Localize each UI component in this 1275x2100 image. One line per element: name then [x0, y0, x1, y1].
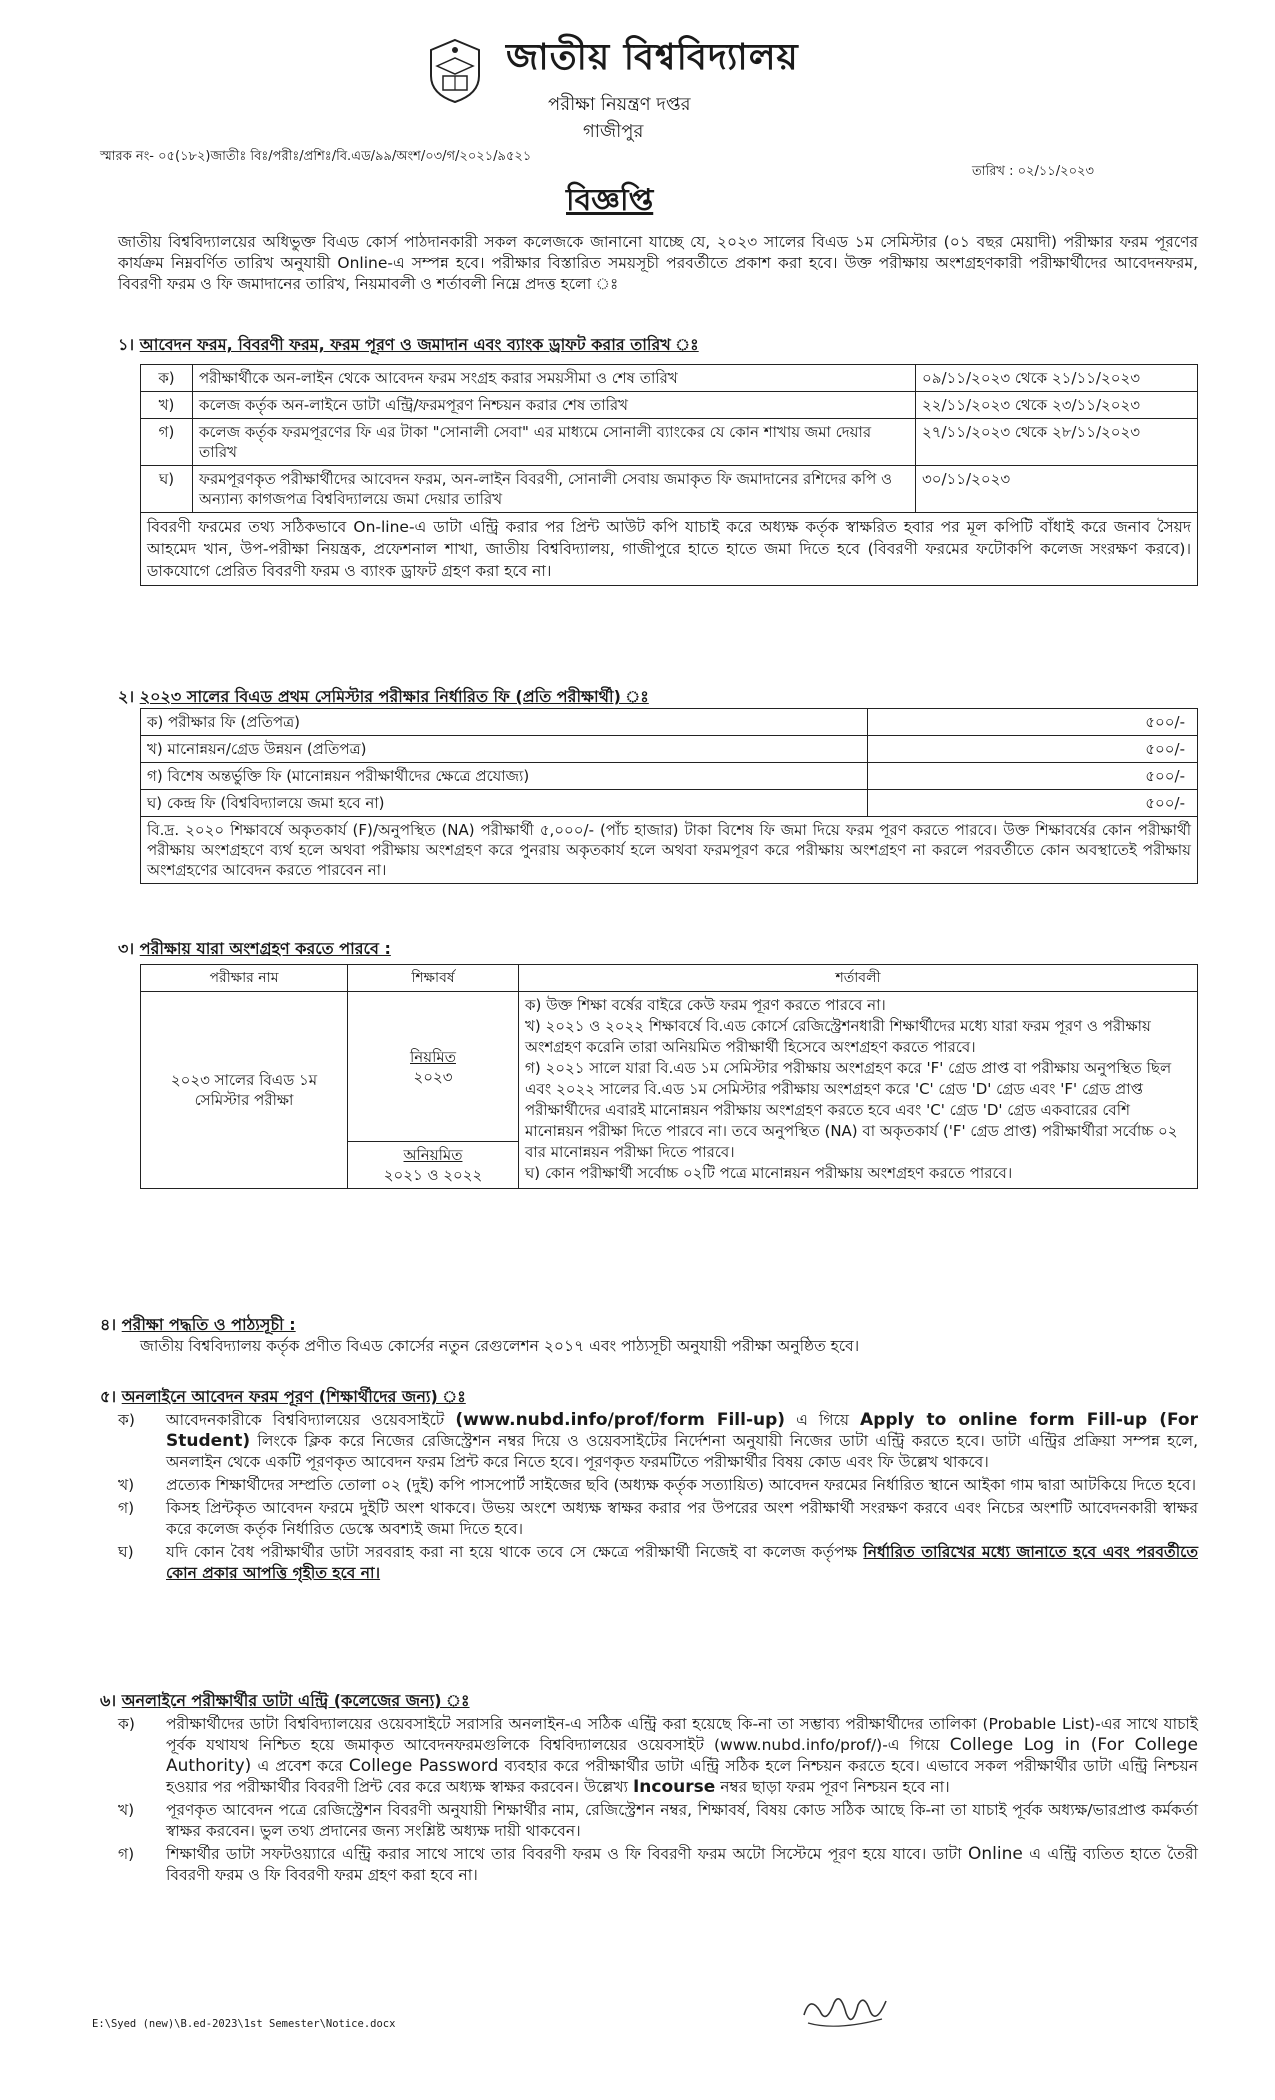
- section-5-title: অনলাইনে আবেদন ফরম পূরণ (শিক্ষার্থীদের জন্য) ঃ: [121, 1387, 466, 1406]
- table-row: [141, 992, 1198, 1142]
- online-label: Online: [967, 1844, 1023, 1864]
- irregular-session: [348, 1142, 519, 1189]
- table-row: [141, 513, 1198, 586]
- list-item: [118, 1498, 1198, 1540]
- condition-item: খ) ২০২১ ও ২০২২ শিক্ষাবর্ষে বি.এড কোর্সে রেজিস্ট্রেশনধারী শিক্ষার্থীদের মধ্যে যারা ফরম পূরণ ও পরীক্ষায় অংশগ্রহণ করেনি তারা অনিয়মিত পরীক্ষার্থী হিসেবে অংশগ্রহণ করতে পারবে।: [525, 1017, 1151, 1056]
- irregular-year: ২০২১ ও ২০২২: [383, 1166, 483, 1184]
- section-2-title: ২০২৩ সালের বিএড প্রথম সেমিস্টার পরীক্ষার নির্ধারিত ফি (প্রতি পরীক্ষার্থী) ঃ: [139, 687, 649, 706]
- section-4-heading: [100, 1312, 296, 1339]
- col-exam-name: পরীক্ষার নাম: [141, 965, 348, 992]
- section-5-heading: [100, 1384, 466, 1411]
- list-item: [118, 1844, 1198, 1886]
- table-row: [141, 365, 1198, 392]
- table-row: [141, 392, 1198, 419]
- section-4-number: ৪।: [100, 1315, 117, 1334]
- item-key: গ): [118, 1845, 135, 1863]
- row-key: খ): [141, 392, 193, 419]
- schedule-note: বিবরণী ফরমের তথ্য সঠিকভাবে On-line-এ ডাটা এন্ট্রি করার পর প্রিন্ট আউট কপি যাচাই করে অধ্যক্ষ কর্তৃক স্বাক্ষরিত হবার পর মূল কপিটি বাঁধাই করে জনাব সৈয়দ আহমেদ খান, উপ-পরীক্ষা নিয়ন্ত্রক, প্রফেশনাল শাখা, জাতীয় বিশ্ববিদ্যালয়, গাজীপুরে হাতে হাতে জমা দিতে হবে (বিবরণী ফরমের ফটোকপি কলেজ সংরক্ষণ করবে)। ডাকযোগে প্রেরিত বিবরণী ফরম ও ব্যাংক ড্রাফট গ্রহণ করা হবে না।: [141, 513, 1198, 586]
- table-row: [141, 817, 1198, 884]
- item-text: নম্বর ছাড়া ফরম পূরণ নিশ্চয়ন হবে না।: [720, 1778, 950, 1796]
- row-key: গ): [141, 419, 193, 466]
- fee-amount: ৫০০/-: [868, 709, 1198, 736]
- row-text: পরীক্ষার্থীকে অন-লাইন থেকে আবেদন ফরম সংগ্রহ করার সময়সীমা ও শেষ তারিখ: [193, 365, 916, 392]
- student-link-name: Apply to online form Fill-up (For Student): [166, 1410, 1198, 1451]
- section-3-title: পরীক্ষায় যারা অংশগ্রহণ করতে পারবে :: [139, 939, 391, 958]
- row-date: ২৭/১১/২০২৩ থেকে ২৮/১১/২০২৩: [916, 419, 1198, 466]
- condition-item: গ) ২০২১ সালে যারা বি.এড ১ম সেমিস্টার পরীক্ষায় অংশগ্রহণ করে 'F' গ্রেড প্রাপ্ত বা পরীক্ষায় অনুপস্থিত ছিল এবং ২০২২ সালের বি.এড ১ম সেমিস্টার পরীক্ষায় অংশগ্রহণ করে 'C' গ্রেড 'D' গ্রেড এবং 'F' গ্রেড প্রাপ্ত পরীক্ষার্থীদের এবারই মানোন্নয়ন পরীক্ষায় অংশগ্রহণ করতে হবে এবং 'C' গ্রেড 'D' গ্রেড একবারের বেশি মানোন্নয়ন পরীক্ষা দিতে পারবে না। তবে অনুপস্থিত (NA) বা অকৃতকার্য ('F' গ্রেড প্রাপ্ত) পরীক্ষার্থীরা সর্বোচ্চ ০২ বার মানোন্নয়ন পরীক্ষা দিতে পারবে।: [525, 1059, 1178, 1161]
- section-6-title: অনলাইনে পরীক্ষার্থীর ডাটা এন্ট্রি (কলেজের জন্য) ঃ: [121, 1691, 470, 1710]
- item-key: খ): [118, 1476, 135, 1494]
- fee-amount: ৫০০/-: [868, 763, 1198, 790]
- item-key: খ): [118, 1801, 135, 1819]
- intro-paragraph: জাতীয় বিশ্ববিদ্যালয়ের অধিভুক্ত বিএড কোর্স পাঠদানকারী সকল কলেজকে জানানো যাচ্ছে যে, ২০২৩ সালের বিএড ১ম সেমিস্টার (০১ বছর মেয়াদী) পরীক্ষার ফরম পূরণের কার্যক্রম নিম্নবর্ণিত তারিখ অনুযায়ী Online-এ সম্পন্ন হবে। পরীক্ষার বিস্তারিত সময়সূচী পরবর্তীতে প্রকাশ করা হবে। উক্ত পরীক্ষায় অংশগ্রহণকারী পরীক্ষার্থীদের আবেদনফরম, বিবরণী ফরম ও ফি জমাদানের তারিখ, নিয়মাবলী ও শর্তাবলী নিম্নে প্রদত্ত হলো ঃ: [118, 233, 1198, 293]
- conditions-cell: [519, 992, 1198, 1189]
- fee-label: ক) পরীক্ষার ফি (প্রতিপত্র): [141, 709, 868, 736]
- fee-label: খ) মানোন্নয়ন/গ্রেড উন্নয়ন (প্রতিপত্র): [141, 736, 868, 763]
- item-key: ক): [118, 1715, 135, 1733]
- section-5-list: [118, 1410, 1198, 1586]
- condition-item: ঘ) কোন পরীক্ষার্থী সর্বোচ্চ ০২টি পত্রে মানোন্নয়ন পরীক্ষায় অংশগ্রহণ করতে পারবে।: [525, 1164, 1013, 1182]
- memo-number: স্মারক নং- ০৫(১৮২)জাতীঃ বিঃ/পরীঃ/প্রশিঃ/বি.এড/৯৯/অংশ/০৩/গ/২০২১/৯৫২১: [100, 149, 532, 164]
- section-2-number: ২।: [118, 687, 135, 706]
- list-item: [118, 1800, 1198, 1842]
- incourse-label: Incourse: [632, 1777, 716, 1797]
- list-item: [118, 1542, 1198, 1584]
- section-6-number: ৬।: [100, 1691, 117, 1710]
- item-text: এ এন্ট্রি ব্যতিত হাতে তৈরী বিবরণী ফরম ও ফি বিবরণী ফরম গ্রহণ করা হবে না।: [166, 1845, 1198, 1884]
- row-key: ঘ): [141, 466, 193, 513]
- section-3-heading: [118, 936, 391, 963]
- eligibility-table: [140, 964, 1198, 1189]
- city-name: গাজীপুর: [583, 121, 644, 142]
- table-row: [141, 419, 1198, 466]
- section-1-number: ১।: [118, 335, 135, 354]
- section-4-text: জাতীয় বিশ্ববিদ্যালয় কর্তৃক প্রণীত বিএড কোর্সের নতুন রেগুলেশন ২০১৭ এবং পাঠ্যসূচী অনুযায়ী পরীক্ষা অনুষ্ঠিত হবে।: [140, 1337, 860, 1355]
- fee-table: [140, 708, 1198, 884]
- section-1-heading: [118, 332, 699, 359]
- item-text: প্রত্যেক শিক্ষার্থীদের সম্প্রতি তোলা ০২ (দুই) কপি পাসপোর্ট সাইজের ছবি (অধ্যক্ষ কর্তৃক সত্যায়িত) আবেদন ফরমের নির্ধারিত স্থানে আইকা গাম দ্বারা আটকিয়ে দিতে হবে।: [166, 1476, 1197, 1494]
- row-date: ২২/১১/২০২৩ থেকে ২৩/১১/২০২৩: [916, 392, 1198, 419]
- row-text: কলেজ কর্তৃক অন-লাইনে ডাটা এন্ট্রি/ফরমপূরণ নিশ্চয়ন করার শেষ তারিখ: [193, 392, 916, 419]
- page-title: বিজ্ঞপ্তি: [566, 183, 654, 218]
- table-row: [141, 736, 1198, 763]
- col-session: শিক্ষাবর্ষ: [348, 965, 519, 992]
- university-name: জাতীয় বিশ্ববিদ্যালয়: [506, 36, 799, 78]
- schedule-table: [140, 364, 1198, 586]
- section-5-number: ৫।: [100, 1387, 117, 1406]
- row-date: ০৯/১১/২০২৩ থেকে ২১/১১/২০২৩: [916, 365, 1198, 392]
- item-text: ব্যবহার করে পরীক্ষার্থীর ডাটা এন্ট্রি সঠিক হলে নিশ্চয়ন করতে হবে। এভাবে সকল পরীক্ষার্থীর ডাটা এন্ট্রি নিশ্চয়ন হওয়ার পর পরীক্ষার্থীর বিবরণী প্রিন্ট বের করে অধ্যক্ষ স্বাক্ষর করবেন। উল্লেখ্য: [166, 1757, 1198, 1796]
- fee-note: বি.দ্র. ২০২০ শিক্ষাবর্ষে অকৃতকার্য (F)/অনুপস্থিত (NA) পরীক্ষার্থী ৫,০০০/- (পাঁচ হাজার) টাকা বিশেষ ফি জমা দিয়ে ফরম পূরণ করতে পারবে। উক্ত শিক্ষাবর্ষের কোন পরীক্ষার্থী পরীক্ষায় অংশগ্রহণে ব্যর্থ হলে অথবা পরীক্ষায় অংশগ্রহণ করে পুনরায় অকৃতকার্য হলে অথবা ফরমপূরণ করে পরীক্ষায় অংশগ্রহণ না করলে পরবর্তীতে কোন অবস্থাতেই পরীক্ষায় অংশগ্রহণের আবেদন করতে পারবেন না।: [141, 817, 1198, 884]
- section-6-list: [118, 1714, 1198, 1888]
- university-logo-icon: [425, 36, 485, 104]
- table-row: [141, 763, 1198, 790]
- table-row: [141, 466, 1198, 513]
- irregular-label: অনিয়মিত: [403, 1146, 463, 1164]
- fee-label: ঘ) কেন্দ্র ফি (বিশ্ববিদ্যালয়ে জমা হবে না): [141, 790, 868, 817]
- college-password-label: College Password: [348, 1756, 499, 1776]
- table-row: [141, 709, 1198, 736]
- fee-amount: ৫০০/-: [868, 790, 1198, 817]
- list-item: [118, 1475, 1198, 1496]
- fee-label: গ) বিশেষ অন্তর্ভুক্তি ফি (মানোন্নয়ন পরীক্ষার্থীদের ক্ষেত্রে প্রযোজ্য): [141, 763, 868, 790]
- row-key: ক): [141, 365, 193, 392]
- col-conditions: শর্তাবলী: [519, 965, 1198, 992]
- item-key: ক): [118, 1411, 135, 1429]
- item-text: যদি কোন বৈধ পরীক্ষার্থীর ডাটা সরবরাহ করা না হয়ে থাকে তবে সে ক্ষেত্রে পরীক্ষার্থী নিজেই বা কলেজ কর্তৃপক্ষ: [166, 1543, 858, 1561]
- item-text: আবেদনকারীকে বিশ্ববিদ্যালয়ের ওয়েবসাইটে: [166, 1411, 445, 1429]
- row-text: কলেজ কর্তৃক ফরমপূরণের ফি এর টাকা "সোনালী সেবা" এর মাধ্যমে সোনালী ব্যাংকের যে কোন শাখায় জমা দেয়ার তারিখ: [193, 419, 916, 466]
- item-text: লিংকে ক্লিক করে নিজের রেজিস্ট্রেশন নম্বর দিয়ে ও ওয়েবসাইটের নির্দেশনা অনুযায়ী নিজের ডাটা এন্ট্রি করতে হবে। ডাটা এন্ট্রির প্রক্রিয়া সম্পন্ন হলে, অনলাইন থেকে একটি পূরণকৃত আবেদন ফরম প্রিন্ট করে নিতে হবে। পূরণকৃত ফরমটিতে পরীক্ষার্থীর বিষয় কোড এবং ফি উল্লেখ থাকবে।: [166, 1432, 1198, 1471]
- section-3-number: ৩।: [118, 939, 135, 958]
- condition-item: ক) উক্ত শিক্ষা বর্ষের বাইরে কেউ ফরম পূরণ করতে পারবে না।: [525, 996, 886, 1014]
- regular-year: ২০২৩: [413, 1067, 453, 1086]
- regular-label: নিয়মিত: [410, 1047, 456, 1066]
- exam-name: ২০২৩ সালের বিএড ১ম সেমিস্টার পরীক্ষা: [141, 992, 348, 1189]
- notice-date: তারিখ : ০২/১১/২০২৩: [972, 164, 1094, 179]
- item-text: কিসহ প্রিন্টকৃত আবেদন ফরমে দুইটি অংশ থাকবে। উভয় অংশে অধ্যক্ষ স্বাক্ষর করার পর উপরের অংশ পরীক্ষার্থী সংরক্ষণ করবে এবং নিচের অংশটি আবেদনকারী স্বাক্ষর করে কলেজ কর্তৃক নির্ধারিত ডেস্কে অবশ্যই জমা দিতে হবে।: [166, 1499, 1198, 1538]
- item-text: শিক্ষার্থীর ডাটা সফটওয়্যারে এন্ট্রি করার সাথে সাথে তার বিবরণী ফরম ও ফি বিবরণী ফরম অটো সিস্টেমে পূরণ হয়ে যাবে। ডাটা: [166, 1845, 962, 1863]
- list-item: [118, 1410, 1198, 1473]
- item-text: পরীক্ষার্থীদের ডাটা বিশ্ববিদ্যালয়ের ওয়েবসাইটে সরাসরি অনলাইন-এ সঠিক এন্ট্রি করা হয়েছে কি-না তা সম্ভাব্য পরীক্ষার্থীদের তালিকা (Probable List)-এর সাথে যাচাই পূর্বক যথাযথ নিশ্চিত হয়ে জমাকৃত আবেদনফরমগুলিকে বিশ্ববিদ্যালয়ের ওয়েবসাইট (www.nubd.info/prof/)-এ গিয়ে: [166, 1715, 1198, 1754]
- regular-session: [348, 992, 519, 1142]
- signature-icon: [796, 1985, 896, 2035]
- section-2-heading: [118, 684, 649, 711]
- college-login-link-name: College Log in (For College Authority): [166, 1735, 1198, 1776]
- list-item: [118, 1714, 1198, 1798]
- table-row: [141, 790, 1198, 817]
- section-4-title: পরীক্ষা পদ্ধতি ও পাঠ্যসূচী :: [121, 1315, 296, 1334]
- table-header-row: [141, 965, 1198, 992]
- row-date: ৩০/১১/২০২৩: [916, 466, 1198, 513]
- section-1-title: আবেদন ফরম, বিবরণী ফরম, ফরম পূরণ ও জমাদান এবং ব্যাংক ড্রাফট করার তারিখ ঃ: [139, 335, 699, 354]
- item-text: পূরণকৃত আবেদন পত্রে রেজিস্ট্রেশন বিবরণী অনুযায়ী শিক্ষার্থীর নাম, রেজিস্ট্রেশন নম্বর, শিক্ষাবর্ষ, বিষয় কোড সঠিক আছে কি-না তা যাচাই পূর্বক অধ্যক্ষ/ভারপ্রাপ্ত কর্মকর্তা স্বাক্ষর করবেন। ভুল তথ্য প্রদানের জন্য সংশ্লিষ্ট অধ্যক্ষ দায়ী থাকবেন।: [166, 1801, 1198, 1840]
- row-text: ফরমপূরণকৃত পরীক্ষার্থীদের আবেদন ফরম, অন-লাইন বিবরণী, সোনালী সেবায় জমাকৃত ফি জমাদানের রশিদের কপি ও অন্যান্য কাগজপত্র বিশ্ববিদ্যালয়ে জমা দেয়ার তারিখ: [193, 466, 916, 513]
- item-key: গ): [118, 1499, 135, 1517]
- fee-amount: ৫০০/-: [868, 736, 1198, 763]
- section-6-heading: [100, 1688, 470, 1715]
- item-key: ঘ): [118, 1543, 134, 1561]
- office-name: পরীক্ষা নিয়ন্ত্রণ দপ্তর: [548, 94, 691, 115]
- file-path: E:\Syed (new)\B.ed-2023\1st Semester\Notice.docx: [92, 2018, 396, 2030]
- deadline-warning: নির্ধারিত তারিখের মধ্যে জানাতে হবে এবং পরবর্তীতে কোন প্রকার আপত্তি গৃহীত হবে না।: [166, 1543, 1198, 1582]
- item-text: এ প্রবেশ করে: [257, 1757, 343, 1775]
- item-text: এ গিয়ে: [796, 1411, 849, 1429]
- website-url: (www.nubd.info/prof/form Fill-up): [455, 1410, 786, 1430]
